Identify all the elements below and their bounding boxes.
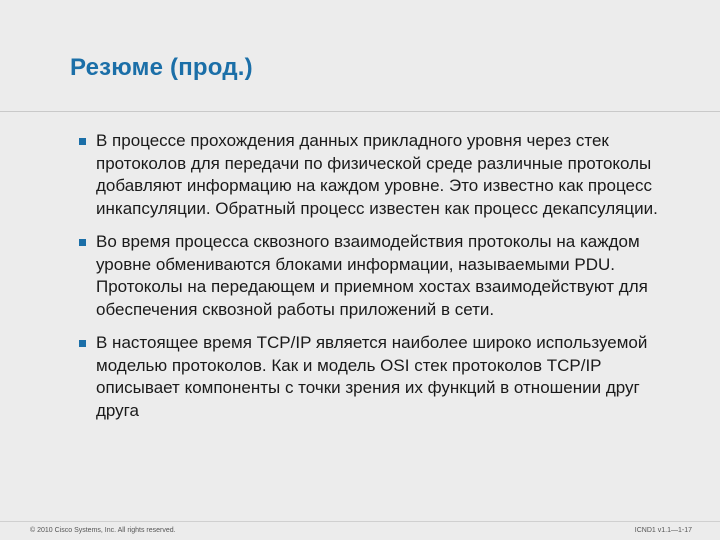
footer-copyright: © 2010 Cisco Systems, Inc. All rights reserved. [30,527,176,534]
bullet-item [78,231,678,321]
footer-course-code: ICND1 v1.1—1-17 [634,527,692,534]
bullet-list [78,130,678,433]
square-bullet-icon [79,239,86,246]
square-bullet-icon [79,340,86,347]
bullet-item [78,332,678,422]
slide-footer [0,521,720,540]
slide-title: Резюме (прод.) [70,54,253,81]
bullet-text: Во время процесса сквозного взаимодействия протоколы на каждом уровне обмениваются блоками информации, называемыми PDU. Протоколы на передающем и приемном хостах взаимодействуют для обеспечения сквозной работы приложений в сети. [96,232,648,319]
title-divider [0,111,720,112]
square-bullet-icon [79,138,86,145]
bullet-text: В процессе прохождения данных прикладного уровня через стек протоколов для передачи по физической среде различные протоколы добавляют информацию на каждом уровне. Это известно как процесс инкапсуляции. Обратный процесс известен как процесс декапсуляции. [96,131,658,218]
bullet-item [78,130,678,220]
bullet-text: В настоящее время TCP/IP является наиболее широко используемой моделью протоколов. Как и модель OSI стек протоколов TCP/IP описывает компоненты с точки зрения их функций в отношении друг друга [96,333,648,420]
